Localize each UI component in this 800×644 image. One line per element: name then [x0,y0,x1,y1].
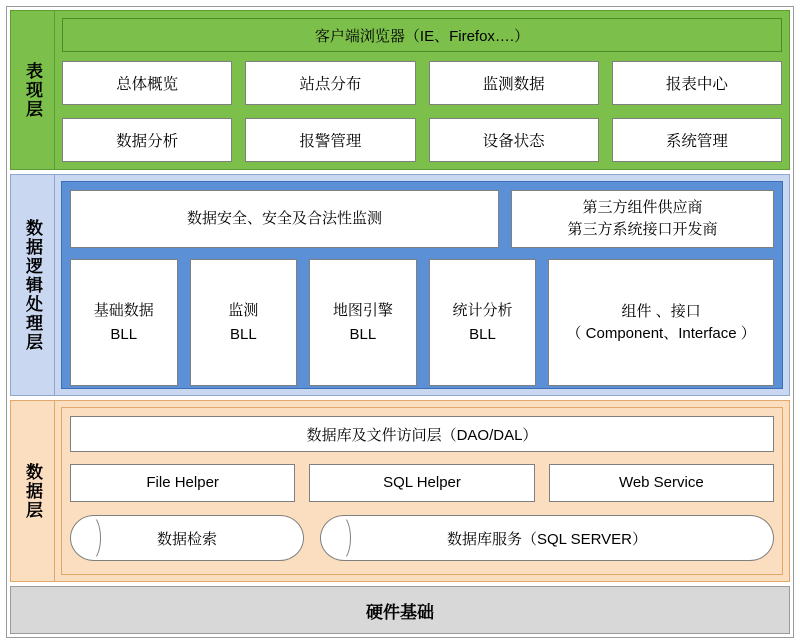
database-service-cylinder [320,515,774,561]
helper-row [70,464,774,502]
layer-hardware-label: 硬件基础 [366,602,434,622]
module-system-management-label: 系统管理 [665,133,728,150]
module-monitoring-data[interactable] [429,61,599,105]
database-service-label: 数据库服务（SQL SERVER） [446,530,647,548]
bll-monitoring-lines [228,299,258,346]
data-retrieval-cylinder [70,515,304,561]
module-monitoring-data-label: 监测数据 [482,76,545,93]
bll-monitoring [190,259,298,386]
layer-logic-label [11,175,55,395]
sql-helper-box [309,464,534,502]
component-interface-subtitle: （ Component、Interface ） [566,324,756,342]
storage-row [70,515,774,561]
layer-data-label [11,401,55,581]
layer-data [10,400,790,582]
module-device-status[interactable] [429,118,599,162]
bll-statistics-suffix: BLL [469,325,496,343]
module-system-management[interactable] [612,118,782,162]
web-service-label: Web Service [618,474,704,492]
third-party-component-supplier: 第三方组件供应商 [582,199,703,217]
module-alarm-management-label: 报警管理 [299,133,362,150]
module-device-status-label: 设备状态 [482,133,545,150]
third-party-interface-developer: 第三方系统接口开发商 [567,221,718,238]
bll-map-engine-name: 地图引擎 [332,302,393,320]
sql-helper-label: SQL Helper [383,474,461,492]
bll-monitoring-name: 监测 [228,302,259,320]
bll-statistics [429,259,537,386]
logic-top-row [70,190,774,248]
module-overview-label: 总体概览 [116,76,179,93]
layer-presentation-label [11,11,55,169]
third-party-box [511,190,774,248]
client-browser-label: 客户端浏览器（IE、Firefox….） [314,27,530,45]
logic-bottom-row [70,259,774,386]
module-site-distribution-label: 站点分布 [299,76,362,93]
bll-basic-data [70,259,178,386]
file-helper-label: File Helper [146,474,219,492]
file-helper-box [70,464,295,502]
layer-presentation [10,10,790,170]
module-data-analysis-label: 数据分析 [116,133,179,150]
bll-monitoring-suffix: BLL [229,325,257,343]
bll-statistics-lines [452,299,512,346]
layer-logic-body [61,181,783,389]
third-party-lines [568,197,718,241]
dao-dal-box [70,416,774,452]
bll-basic-data-suffix: BLL [110,325,138,343]
layer-hardware [10,586,790,634]
module-site-distribution[interactable] [245,61,415,105]
web-service-box [549,464,774,502]
security-monitoring-box [70,190,499,248]
module-data-analysis[interactable] [62,118,232,162]
component-interface-title: 组件 、接口 [621,302,701,320]
bll-statistics-name: 统计分析 [452,302,513,320]
layer-data-body [61,407,783,575]
layer-presentation-body [55,11,789,169]
layer-data-label-text: 数据层 [23,462,43,520]
presentation-module-grid [62,61,782,162]
bll-map-engine [309,259,417,386]
layer-presentation-label-text: 表现层 [23,61,43,119]
bll-basic-data-lines [94,299,154,346]
data-retrieval-label: 数据检索 [156,530,217,548]
bll-basic-data-name: 基础数据 [93,302,154,320]
bll-map-engine-suffix: BLL [349,325,377,343]
component-interface-box [548,259,774,386]
module-alarm-management[interactable] [245,118,415,162]
layer-logic-label-text: 数据逻辑处理层 [23,218,43,352]
module-overview[interactable] [62,61,232,105]
client-browser-box [62,18,782,52]
layer-logic [10,174,790,396]
security-monitoring-label: 数据安全、安全及合法性监测 [187,210,383,228]
dao-dal-label: 数据库及文件访问层（DAO/DAL） [306,426,538,444]
module-report-center-label: 报表中心 [665,76,728,93]
component-interface-lines [567,301,756,345]
bll-map-engine-lines [333,299,393,346]
module-report-center[interactable] [612,61,782,105]
